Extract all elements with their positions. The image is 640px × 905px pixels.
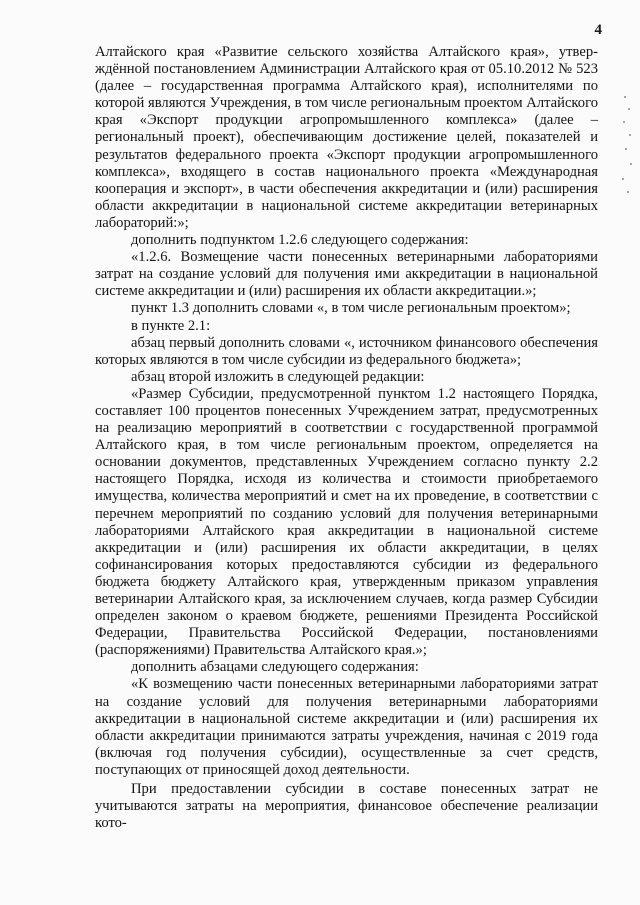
- paragraph-item-1-3: пункт 1.3 дополнить словами «, в том числе региональным проектом»;: [131, 300, 571, 317]
- paragraph-subsidy-provision: При предоставлении субсидии в составе понесенных затрат не учитываются затраты на мероприятия, финансовое обеспечение реализации кото-: [95, 781, 598, 832]
- scan-artifact: [620, 90, 634, 210]
- document-body: [95, 44, 598, 832]
- paragraph-item-2-1: в пункте 2.1:: [131, 317, 211, 334]
- paragraph-subitem-1-2-6: «1.2.6. Возмещение части понесенных ветеринарными лабораториями затрат на создание условий для получения ими аккредитации в национальной системе аккредитации и (или) расширения их области аккредитации.»;: [95, 249, 598, 300]
- paragraph-compensation: «К возмещению части понесенных ветеринарными лабораториями затрат на создание условий для получения ветеринарными лабораториями аккредитации в национальной системе аккредитации и (или) расширения их области аккредитации принимаются затраты учреждения, начиная с 2019 года (включая год получения субсидии), осуществленные за счет средств, поступающих от приносящей доход деятельности.: [95, 676, 598, 778]
- paragraph-first-abzac: абзац первый дополнить словами «, источником финансового обеспечения которых являются в том числе субсидии из федерального бюджета»;: [95, 334, 598, 368]
- paragraph-add-abzacs: дополнить абзацами следующего содержания:: [131, 659, 419, 676]
- paragraph-second-abzac: абзац второй изложить в следующей редакции:: [131, 368, 425, 385]
- paragraph-continuation: Алтайского края «Развитие сельского хозяйства Алтайского края», утвер-ждённой постановлением Администрации Алтайского края от 05.10.2012 № 523 (далее – государственная программа Алтайского края), исполнителями по которой являются Учреждения, в том числе региональным проектом Алтайского края «Экспорт продукции агропромышленного комплекса» (далее – региональный проект), обеспечивающим достижение целей, показателей и результатов федерального проекта «Экспорт продукции агропромышленного комплекса», входящего в состав национального проекта «Международная кооперация и экспорт», в части обеспечения аккредитации и (или) расширения области аккредитации в национальной системе аккредитации ветеринарных лабораторий:»;: [95, 44, 598, 231]
- paragraph-subsidy-size: «Размер Субсидии, предусмотренной пунктом 1.2 настоящего Порядка, составляет 100 процентов понесенных Учреждением затрат, предусмотренных на реализацию мероприятий в соответствии с государственной программой Алтайского края, в том числе региональным проектом, определяется на основании документов, представленных Учреждением согласно пункту 2.2 настоящего Порядка, исходя из количества и стоимости приобретаемого имущества, количества мероприятий и смет на их проведение, в соответствии с перечнем мероприятий по созданию условий для получения ветеринарными лабораториями Алтайского края аккредитации в национальной системе аккредитации и (или) расширения их области аккредитации, в целях софинансирования которых предоставляются субсидии из федерального бюджета бюджету Алтайского края, утвержденным приказом управления ветеринарии Алтайского края, за исключением случаев, когда размер Субсидии определен законом о краевом бюджете, решениями Президента Российской Федерации, Правительства Российской Федерации, постановлениями (распоряжениями) Правительства Алтайского края.»;: [95, 385, 598, 659]
- paragraph-add-subitem: дополнить подпунктом 1.2.6 следующего содержания:: [131, 232, 469, 249]
- page-number: 4: [594, 22, 602, 38]
